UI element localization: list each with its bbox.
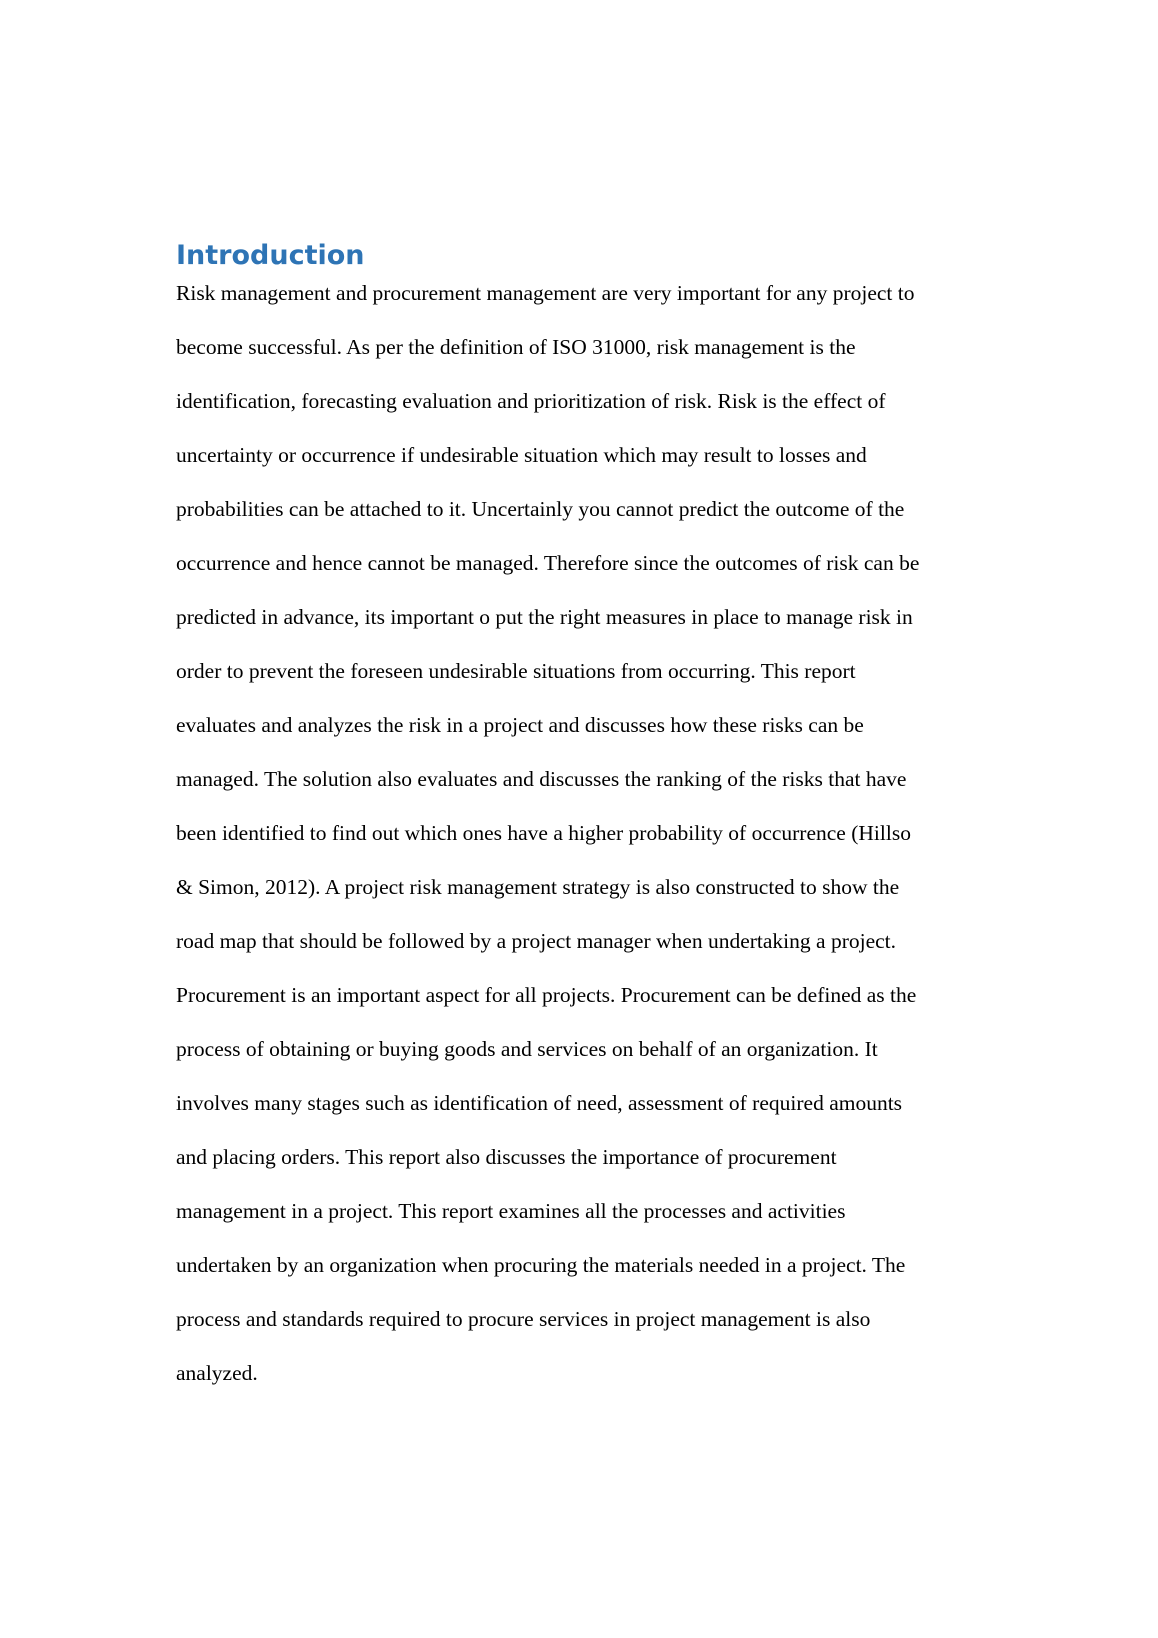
paragraph-line: & Simon, 2012). A project risk management strategy is also constructed to show the (176, 875, 900, 899)
paragraph-line: Procurement is an important aspect for all projects. Procurement can be defined as the (176, 983, 917, 1007)
paragraph-line: been identified to find out which ones have a higher probability of occurrence (Hillso (176, 821, 911, 845)
paragraph-line: order to prevent the foreseen undesirable situations from occurring. This report (176, 659, 856, 683)
paragraph-line: occurrence and hence cannot be managed. Therefore since the outcomes of risk can be (176, 551, 920, 575)
paragraph-line: probabilities can be attached to it. Uncertainly you cannot predict the outcome of the (176, 497, 905, 521)
paragraph-line: become successful. As per the definition of ISO 31000, risk management is the (176, 335, 856, 359)
paragraph-line: management in a project. This report examines all the processes and activities (176, 1199, 846, 1223)
paragraph-line: predicted in advance, its important o put the right measures in place to manage risk in (176, 605, 913, 629)
introduction-paragraph (176, 276, 1006, 1410)
paragraph-line: Risk management and procurement management are very important for any project to (176, 281, 915, 305)
section-heading: Introduction (176, 240, 365, 271)
paragraph-line: road map that should be followed by a project manager when undertaking a project. (176, 929, 897, 953)
paragraph-line: identification, forecasting evaluation and prioritization of risk. Risk is the effect of (176, 389, 886, 413)
paragraph-line: process and standards required to procure services in project management is also (176, 1307, 871, 1331)
paragraph-line: evaluates and analyzes the risk in a project and discusses how these risks can be (176, 713, 864, 737)
paragraph-line: process of obtaining or buying goods and services on behalf of an organization. It (176, 1037, 878, 1061)
paragraph-line: uncertainty or occurrence if undesirable situation which may result to losses and (176, 443, 867, 467)
paragraph-line: undertaken by an organization when procuring the materials needed in a project. The (176, 1253, 906, 1277)
document-body (176, 236, 1006, 1410)
paragraph-line: involves many stages such as identification of need, assessment of required amounts (176, 1091, 903, 1115)
paragraph-line: and placing orders. This report also discusses the importance of procurement (176, 1145, 837, 1169)
paragraph-line: analyzed. (176, 1361, 258, 1385)
paragraph-line: managed. The solution also evaluates and discusses the ranking of the risks that have (176, 767, 907, 791)
